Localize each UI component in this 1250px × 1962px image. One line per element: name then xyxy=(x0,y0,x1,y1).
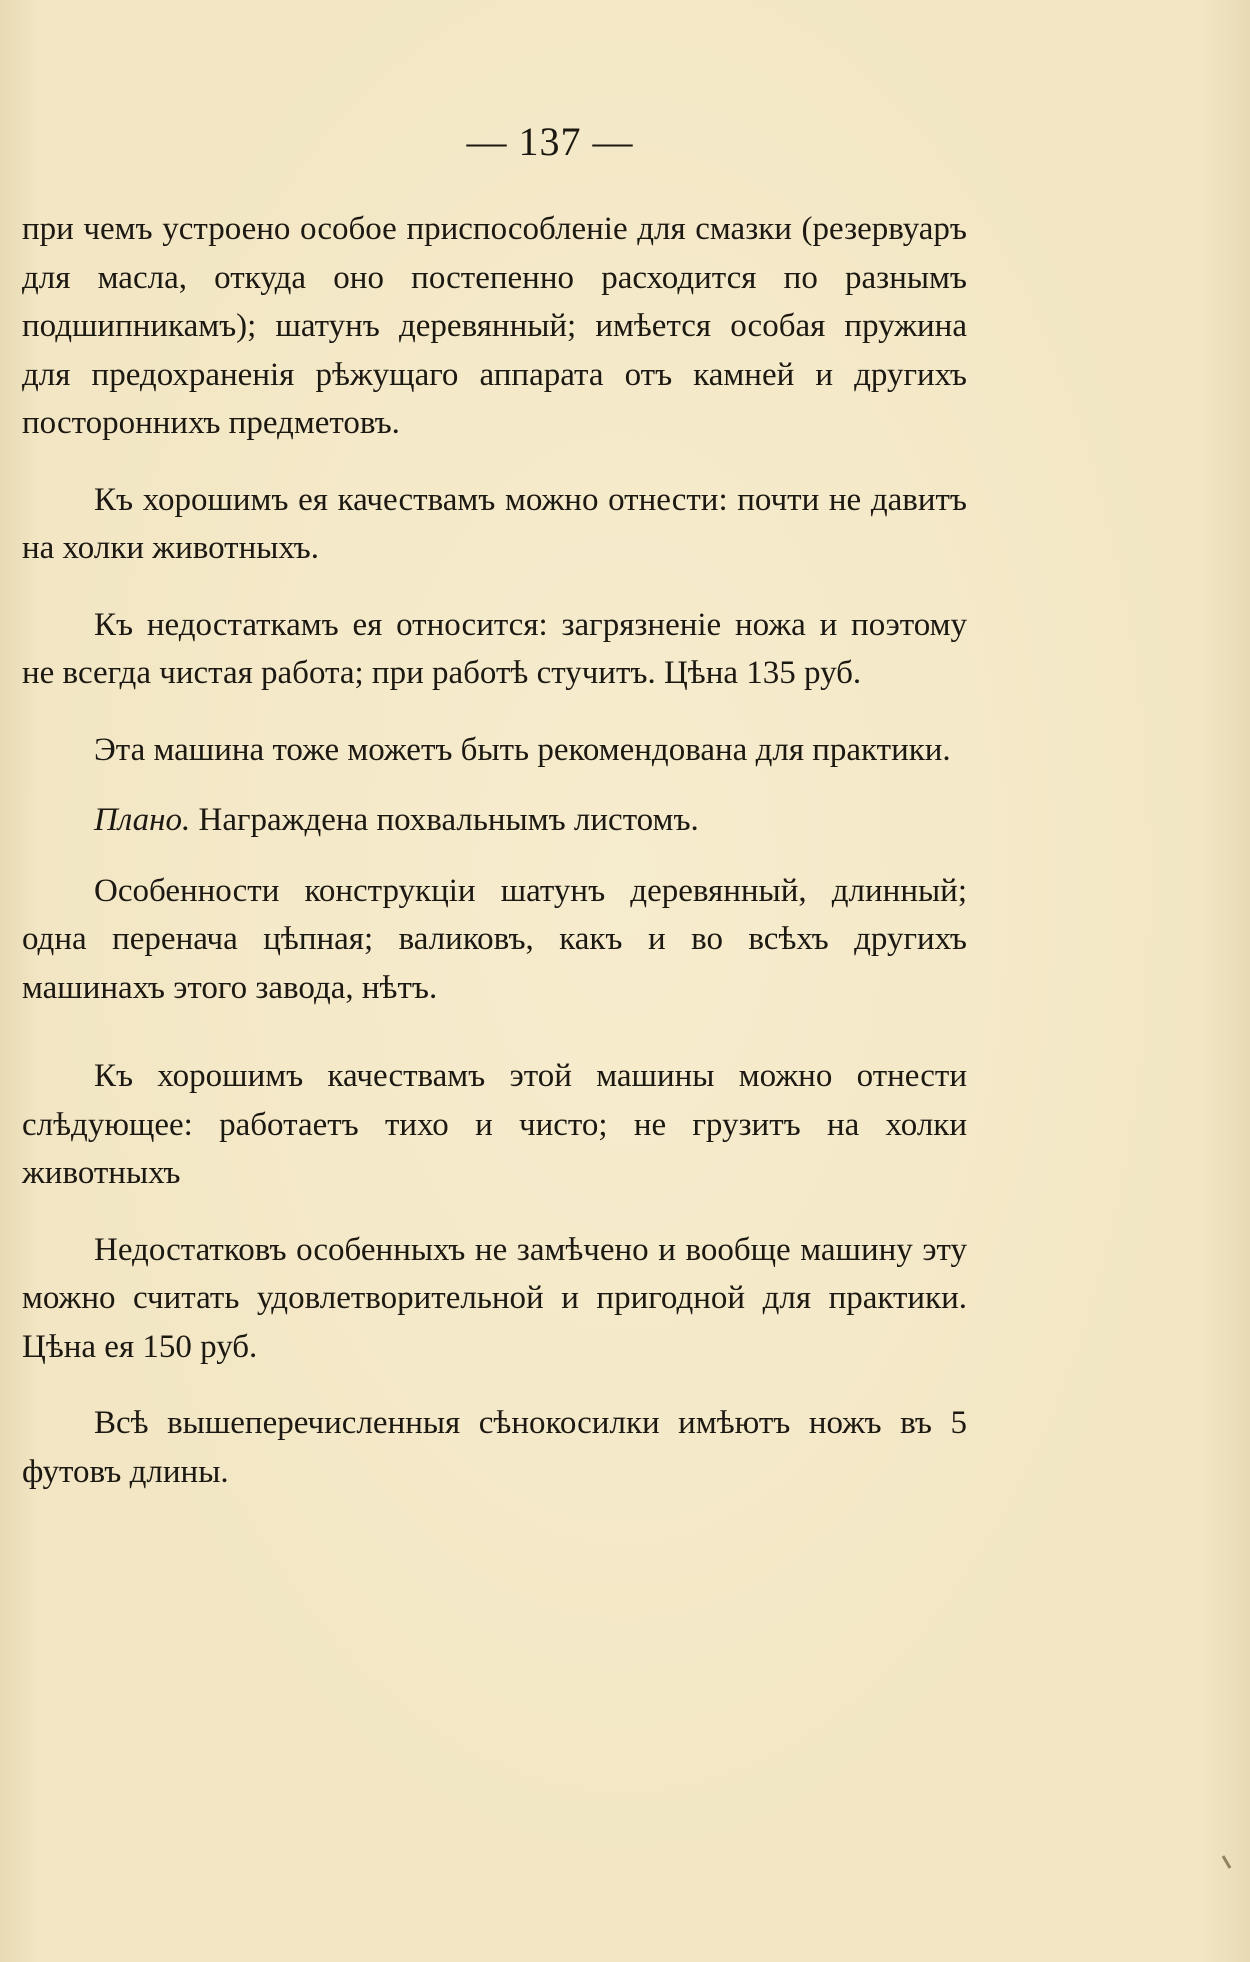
paper-speck xyxy=(1222,1855,1232,1869)
page-number: — 137 — xyxy=(466,119,634,164)
paragraph-knife-length: Всѣ вышеперечисленныя сѣнокосилки имѣютъ ножъ въ 5 футовъ длины. xyxy=(22,1405,967,1490)
paragraph-plano-good-qualities: Къ хорошимъ качествамъ этой машины можно отнести слѣдующее: работаетъ тихо и чисто; не грузитъ на холки животныхъ xyxy=(22,1058,967,1191)
plano-name: Плано. xyxy=(94,802,191,838)
paragraph-plano xyxy=(22,796,967,845)
paragraph-construction: Особенности конструкціи шатунъ деревянный, длинный; одна перенача цѣпная; валиковъ, какъ и во всѣхъ другихъ машинахъ этого завода, нѣтъ. xyxy=(22,872,967,1006)
paragraph-recommendation: Эта машина тоже можетъ быть рекомендована для практики. xyxy=(94,731,951,768)
paragraph-good-qualities: Къ хорошимъ ея качествамъ можно отнести: почти не давитъ на холки животныхъ. xyxy=(22,481,967,566)
paragraph-plano-shortcomings: Недостатковъ особенныхъ не замѣчено и вообще машину эту можно считать удовлетворительной и пригодной для практики. Цѣна ея 150 руб. xyxy=(22,1231,967,1365)
page-text xyxy=(22,205,967,1496)
plano-award: Награждена похвальнымъ листомъ. xyxy=(198,802,699,838)
paragraph-continuation: при чемъ устроено особое приспособленіе для смазки (резервуаръ для масла, откуда оно постепенно расходится по разнымъ подшипникамъ); шатунъ деревянный; имѣется особая пружина для предохраненія рѣжущаго аппарата отъ камней и другихъ постороннихъ предметовъ. xyxy=(22,211,967,441)
paragraph-shortcomings: Къ недостаткамъ ея относится: загрязненіе ножа и поэтому не всегда чистая работа; при работѣ стучитъ. Цѣна 135 руб. xyxy=(22,606,967,691)
